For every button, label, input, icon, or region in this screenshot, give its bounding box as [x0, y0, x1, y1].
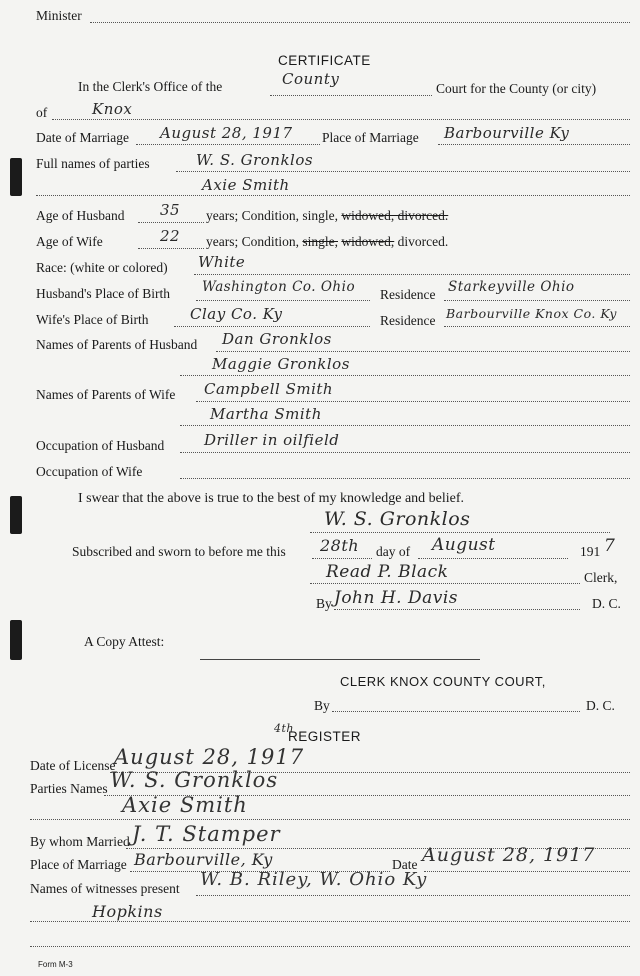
binding-mark — [10, 620, 22, 660]
parents-wife-1: Campbell Smith — [204, 380, 334, 398]
register-number: 4th — [274, 722, 295, 735]
binding-mark — [10, 158, 22, 196]
date-of-marriage-value: August 28, 1917 — [160, 124, 293, 142]
of-label: of — [36, 105, 48, 120]
parties-names-label: Parties Names — [30, 781, 108, 796]
clerk-office-value: County — [282, 70, 340, 88]
parties-names-line-2 — [30, 819, 630, 820]
day-line — [312, 558, 372, 559]
date-of-marriage-line — [136, 144, 320, 145]
age-husband-value: 35 — [160, 201, 181, 219]
date-of-marriage-label: Date of Marriage — [36, 130, 129, 145]
minister-label: Minister — [36, 8, 82, 23]
widowed-divorced-struck: widowed, divorced. — [341, 208, 449, 223]
parents-wife-label: Names of Parents of Wife — [36, 387, 176, 402]
certificate-heading: CERTIFICATE — [278, 53, 371, 68]
month-line — [418, 558, 568, 559]
husband-birth-value: Washington Co. Ohio — [202, 279, 356, 295]
age-wife-label: Age of Wife — [36, 234, 103, 249]
years-condition-label-2: years; Condition, — [206, 234, 299, 249]
race-label: Race: (white or colored) — [36, 260, 168, 275]
clerk-line — [310, 583, 580, 584]
witnesses-line-3 — [30, 946, 630, 947]
day-of-label: day of — [376, 544, 411, 559]
register-place-label: Place of Marriage — [30, 857, 127, 872]
witnesses-line-1 — [196, 895, 630, 896]
date-of-license-label: Date of License — [30, 758, 116, 773]
widowed-struck: widowed, — [341, 234, 395, 249]
dc-label-2: D. C. — [586, 698, 615, 713]
age-wife-condition — [206, 234, 448, 250]
wife-birth-value: Clay Co. Ky — [190, 305, 283, 323]
full-names-label: Full names of parties — [36, 156, 150, 171]
occupation-wife-label: Occupation of Wife — [36, 464, 143, 479]
parents-husband-line-2 — [180, 375, 630, 376]
full-names-line-1 — [176, 171, 630, 172]
husband-signature: W. S. Gronklos — [324, 508, 471, 530]
of-value: Knox — [92, 100, 133, 118]
by-whom-value: J. T. Stamper — [132, 822, 281, 846]
race-line — [194, 274, 630, 275]
divorced-text: divorced. — [397, 234, 449, 249]
parents-husband-2: Maggie Gronklos — [212, 355, 350, 373]
full-names-line-2 — [36, 195, 630, 196]
witnesses-label: Names of witnesses present — [30, 881, 180, 896]
day-value: 28th — [320, 536, 360, 555]
month-value: August — [432, 535, 496, 555]
occupation-wife-line — [180, 478, 630, 479]
register-heading: REGISTER — [288, 729, 362, 744]
occupation-husband-value: Driller in oilfield — [204, 431, 340, 449]
age-husband-line — [138, 222, 204, 223]
husband-residence-label: Residence — [380, 287, 436, 302]
parents-wife-2: Martha Smith — [210, 405, 322, 423]
wife-birth-label: Wife's Place of Birth — [36, 312, 149, 327]
age-wife-value: 22 — [160, 227, 181, 245]
witnesses-value: W. B. Riley, W. Ohio Ky — [200, 869, 428, 890]
age-wife-line — [138, 248, 204, 249]
clerk-label: Clerk, — [584, 570, 618, 585]
place-of-marriage-label: Place of Marriage — [322, 130, 419, 145]
wife-residence-label: Residence — [380, 313, 436, 328]
witnesses-line-2 — [30, 921, 630, 922]
form-number: Form M-3 — [38, 960, 73, 969]
wife-birth-line — [174, 326, 370, 327]
parents-husband-label: Names of Parents of Husband — [36, 337, 198, 352]
by-label: By — [316, 596, 332, 611]
court-label: Court for the County (or city) — [436, 81, 597, 96]
wife-residence-value: Barbourville Knox Co. Ky — [446, 306, 617, 321]
race-value: White — [198, 253, 246, 271]
clerk-signature: Read P. Black — [326, 562, 449, 582]
age-husband-label: Age of Husband — [36, 208, 125, 223]
of-line — [52, 119, 630, 120]
parents-husband-1: Dan Gronklos — [222, 330, 332, 348]
year-suffix: 7 — [604, 536, 616, 556]
parents-wife-line-2 — [180, 425, 630, 426]
clerk-office-label: In the Clerk's Office of the — [78, 79, 223, 94]
place-of-marriage-line — [438, 144, 630, 145]
witnesses-value-2: Hopkins — [92, 902, 163, 921]
party-1-name: W. S. Gronklos — [196, 151, 314, 169]
husband-residence-line — [444, 300, 630, 301]
husband-birth-label: Husband's Place of Birth — [36, 286, 171, 301]
clerk-court-label: CLERK KNOX COUNTY COURT, — [340, 674, 546, 689]
register-date-line — [424, 871, 630, 872]
single-struck: single, — [302, 234, 338, 249]
parents-wife-line-1 — [196, 401, 630, 402]
husband-birth-line — [196, 300, 370, 301]
age-husband-condition — [206, 208, 448, 224]
dc-label: D. C. — [592, 596, 621, 611]
register-party-2: Axie Smith — [122, 793, 248, 817]
clerk-office-line — [270, 95, 432, 96]
minister-line — [90, 22, 630, 23]
swear-text: I swear that the above is true to the best of my knowledge and belief. — [78, 491, 465, 506]
register-date-value: August 28, 1917 — [422, 844, 596, 866]
wife-residence-line — [444, 326, 630, 327]
register-party-1: W. S. Gronklos — [110, 768, 279, 792]
occupation-husband-line — [180, 452, 630, 453]
date-of-license-value: August 28, 1917 — [114, 745, 305, 769]
occupation-husband-label: Occupation of Husband — [36, 438, 165, 453]
copy-attest-label: A Copy Attest: — [84, 634, 165, 649]
years-condition-label: years; Condition, single, — [206, 208, 338, 223]
subscribed-label: Subscribed and sworn to before me this — [72, 544, 286, 559]
signature-line — [310, 532, 610, 533]
register-date-label: Date — [392, 857, 418, 872]
by-line — [334, 609, 580, 610]
by-whom-label: By whom Married — [30, 834, 130, 849]
party-2-name: Axie Smith — [202, 176, 290, 194]
deputy-signature: John H. Davis — [334, 588, 459, 608]
place-of-marriage-value: Barbourville Ky — [444, 124, 570, 142]
copy-attest-line — [200, 659, 480, 660]
by-line-2 — [332, 711, 580, 712]
by-label-2: By — [314, 698, 330, 713]
register-place-value: Barbourville, Ky — [134, 850, 273, 869]
parents-husband-line-1 — [216, 351, 630, 352]
year-prefix: 191 — [580, 544, 601, 559]
binding-mark — [10, 496, 22, 534]
husband-residence-value: Starkeyville Ohio — [448, 279, 575, 295]
